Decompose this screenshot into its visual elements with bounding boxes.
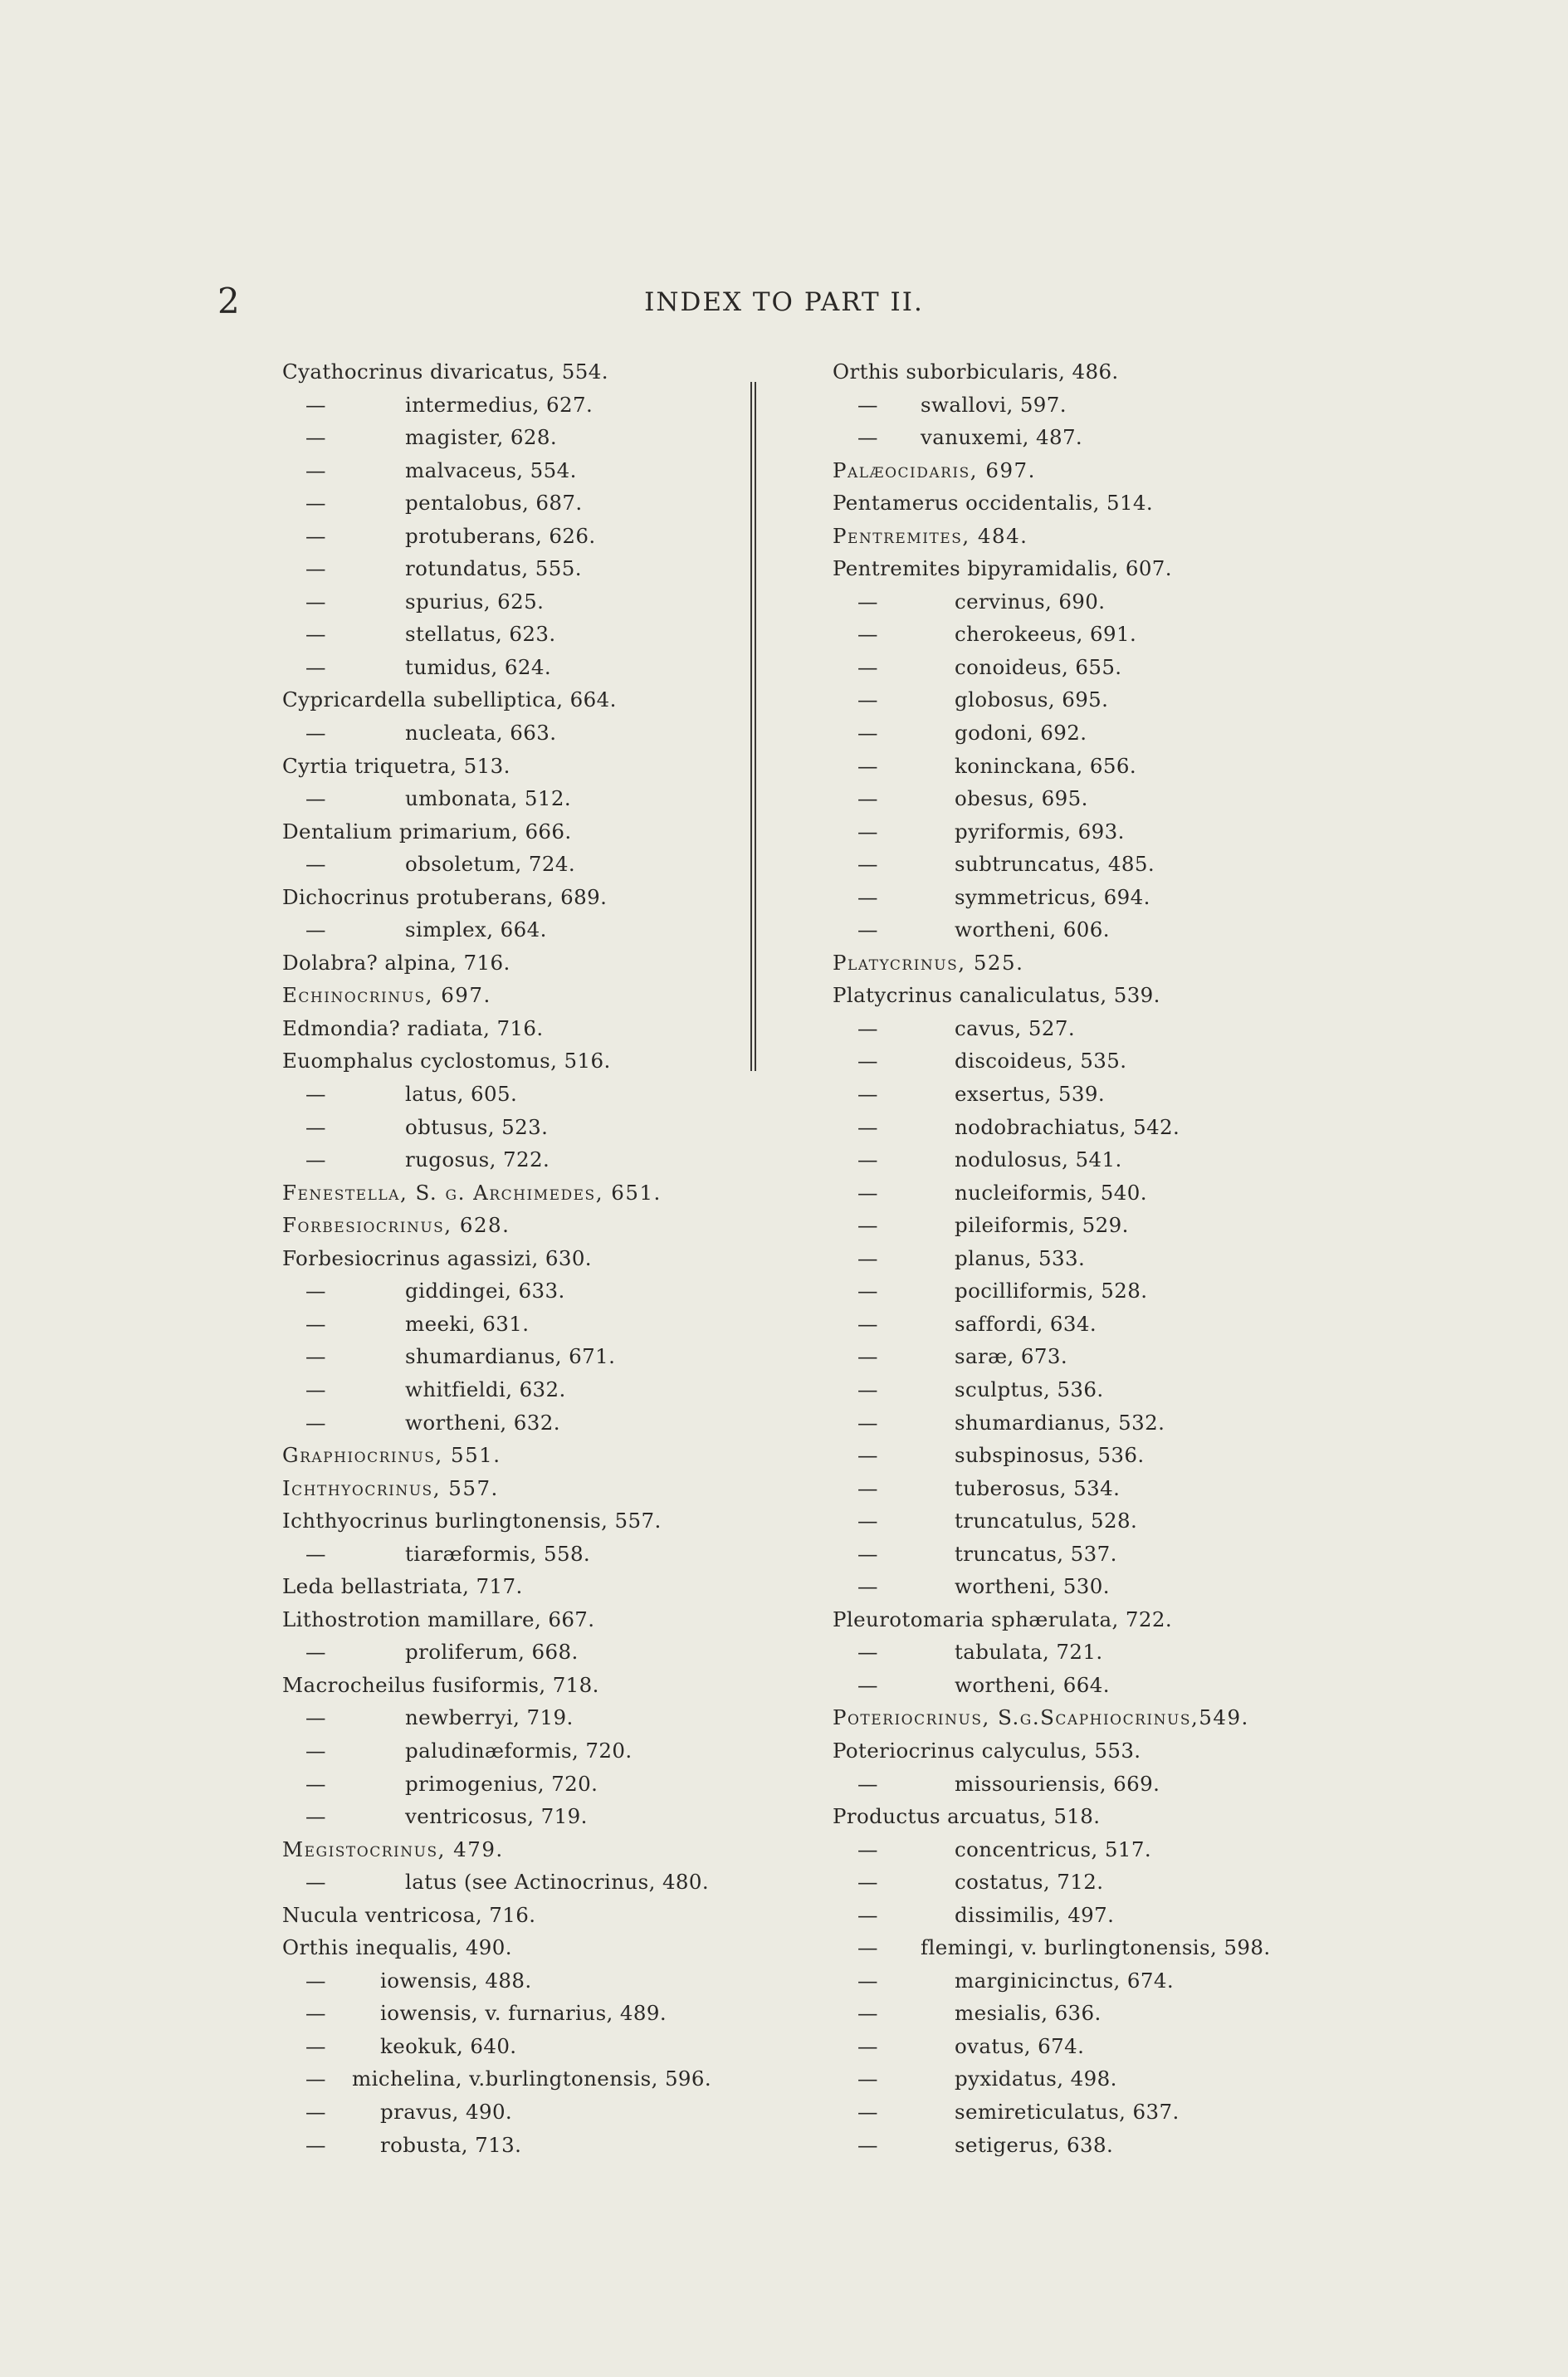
index-entry: — planus, 533. [833,1242,1331,1275]
index-entry: — pocilliformis, 528. [833,1274,1331,1308]
index-entry: Orthis suborbicularis, 486. [833,359,1119,384]
index-entry: — nucleiformis, 540. [833,1176,1331,1210]
index-entry: — subspinosus, 536. [833,1439,1331,1472]
index-entry: Dentalium primarium, 666. [282,819,572,844]
index-entry: — tiaræformis, 558. [282,1538,747,1571]
index-entry: — giddingei, 633. [282,1274,747,1308]
index-entry: — discoideus, 535. [833,1044,1331,1078]
index-entry: — subtruncatus, 485. [833,848,1331,881]
index-entry: Cyrtia triquetra, 513. [282,753,510,778]
index-entry: — magister, 628. [282,421,747,454]
index-entry: — malvaceus, 554. [282,454,747,487]
index-entry: — iowensis, 488. [282,1964,747,1998]
index-entry: Pentremites bipyramidalis, 607. [833,556,1172,581]
index-entry: — michelina, v.burlingtonensis, 596. [282,2062,747,2096]
index-entry: — ovatus, 674. [833,2030,1331,2063]
index-entry: Echinocrinus, 697. [282,983,491,1008]
index-entry: — saffordi, 634. [833,1308,1331,1341]
index-entry: Ichthyocrinus burlingtonensis, 557. [282,1509,662,1533]
index-entry: Forbesiocrinus agassizi, 630. [282,1245,592,1270]
index-entry: — umbonata, 512. [282,782,747,815]
index-entry: Platycrinus, 525. [833,950,1024,975]
index-entry: — protuberans, 626. [282,520,747,553]
index-entry: Leda bellastriata, 717. [282,1574,523,1599]
index-entry: — costatus, 712. [833,1866,1331,1899]
index-entry: — iowensis, v. furnarius, 489. [282,1997,747,2030]
column-divider [750,382,756,1071]
index-entry: — exsertus, 539. [833,1078,1331,1111]
index-entry: — rotundatus, 555. [282,552,747,585]
index-entry: Cypricardella subelliptica, 664. [282,687,617,712]
index-entry: Macrocheilus fusiformis, 718. [282,1672,599,1697]
index-entry: — paludinæformis, 720. [282,1734,747,1768]
index-entry: — shumardianus, 532. [833,1406,1331,1440]
index-entry: — cervinus, 690. [833,585,1331,619]
index-entry: — tumidus, 624. [282,651,747,684]
index-entry: — pravus, 490. [282,2096,747,2129]
index-entry: — whitfieldi, 632. [282,1373,747,1406]
index-entry: — nucleata, 663. [282,717,747,750]
index-entry: — sculptus, 536. [833,1373,1331,1406]
index-entry: — latus, 605. [282,1078,747,1111]
index-entry: Productus arcuatus, 518. [833,1804,1101,1829]
index-entry: — pentalobus, 687. [282,487,747,520]
index-entry: — dissimilis, 497. [833,1899,1331,1932]
index-entry: — wortheni, 632. [282,1406,747,1440]
index-entry: — simplex, 664. [282,913,747,946]
index-entry: — keokuk, 640. [282,2030,747,2063]
index-entry: Pentremites, 484. [833,523,1028,548]
index-entry: — stellatus, 623. [282,618,747,651]
index-column-right [833,355,1331,2161]
index-entry: — globosus, 695. [833,683,1331,717]
index-entry: Cyathocrinus divaricatus, 554. [282,359,608,384]
index-entry: — obsoletum, 724. [282,848,747,881]
index-entry: — meeki, 631. [282,1308,747,1341]
index-entry: — marginicinctus, 674. [833,1964,1331,1998]
index-entry: — nodulosus, 541. [833,1143,1331,1176]
page-number: 2 [217,281,240,321]
index-entry: Orthis inequalis, 490. [282,1935,512,1960]
index-entry: Graphiocrinus, 551. [282,1443,501,1468]
index-entry: Lithostrotion mamillare, 667. [282,1607,595,1631]
index-entry: — setigerus, 638. [833,2129,1331,2162]
index-entry: — newberryi, 719. [282,1701,747,1734]
index-entry: — spurius, 625. [282,585,747,619]
index-entry: — shumardianus, 671. [282,1340,747,1373]
index-entry: — rugosus, 722. [282,1143,747,1176]
index-entry: Poteriocrinus, S.g.Scaphiocrinus,549. [833,1705,1249,1730]
index-entry: Euomphalus cyclostomus, 516. [282,1049,611,1074]
index-entry: — saræ, 673. [833,1340,1331,1373]
index-entry: — concentricus, 517. [833,1833,1331,1866]
index-entry: — swallovi, 597. [833,389,1331,422]
index-entry: Platycrinus canaliculatus, 539. [833,983,1160,1008]
index-entry: — truncatulus, 528. [833,1504,1331,1538]
index-entry: Palæocidaris, 697. [833,457,1036,482]
index-entry: — pileiformis, 529. [833,1209,1331,1242]
index-entry: Dichocrinus protuberans, 689. [282,884,608,909]
index-entry: — cavus, 527. [833,1012,1331,1045]
index-entry: — mesialis, 636. [833,1997,1331,2030]
index-entry: — truncatus, 537. [833,1538,1331,1571]
index-entry: — semireticulatus, 637. [833,2096,1331,2129]
index-entry: — koninckana, 656. [833,750,1331,783]
index-entry: — robusta, 713. [282,2129,747,2162]
index-entry: — wortheni, 530. [833,1570,1331,1603]
index-entry: Pleurotomaria sphærulata, 722. [833,1607,1173,1631]
index-entry: — proliferum, 668. [282,1636,747,1669]
index-entry: — latus (see Actinocrinus, 480. [282,1866,747,1899]
index-entry: — missouriensis, 669. [833,1768,1331,1801]
index-entry: Dolabra? alpina, 716. [282,950,510,975]
index-entry: — tuberosus, 534. [833,1472,1331,1505]
index-entry: — tabulata, 721. [833,1636,1331,1669]
index-entry: Poteriocrinus calyculus, 553. [833,1738,1141,1763]
index-entry: — ventricosus, 719. [282,1800,747,1833]
index-entry: Nucula ventricosa, 716. [282,1902,536,1927]
index-entry: — wortheni, 664. [833,1669,1331,1702]
index-entry: — obesus, 695. [833,782,1331,815]
index-entry: — pyriformis, 693. [833,815,1331,849]
index-entry: — conoideus, 655. [833,651,1331,684]
index-entry: — vanuxemi, 487. [833,421,1331,454]
index-entry: — godoni, 692. [833,717,1331,750]
index-entry: — cherokeeus, 691. [833,618,1331,651]
index-entry: — symmetricus, 694. [833,881,1331,914]
index-entry: Fenestella, S. g. Archimedes, 651. [282,1180,662,1205]
index-column-left [282,355,747,2161]
index-entry: — pyxidatus, 498. [833,2062,1331,2096]
index-entry: — primogenius, 720. [282,1768,747,1801]
index-entry: — obtusus, 523. [282,1111,747,1144]
index-entry: — wortheni, 606. [833,913,1331,946]
running-head: INDEX TO PART II. [644,287,924,317]
index-entry: — intermedius, 627. [282,389,747,422]
index-entry: — nodobrachiatus, 542. [833,1111,1331,1144]
index-entry: Forbesiocrinus, 628. [282,1213,510,1238]
index-entry: — flemingi, v. burlingtonensis, 598. [833,1931,1331,1964]
index-entry: Megistocrinus, 479. [282,1837,504,1861]
index-entry: Edmondia? radiata, 716. [282,1015,544,1040]
index-entry: Pentamerus occidentalis, 514. [833,491,1154,516]
index-entry: Ichthyocrinus, 557. [282,1475,499,1500]
